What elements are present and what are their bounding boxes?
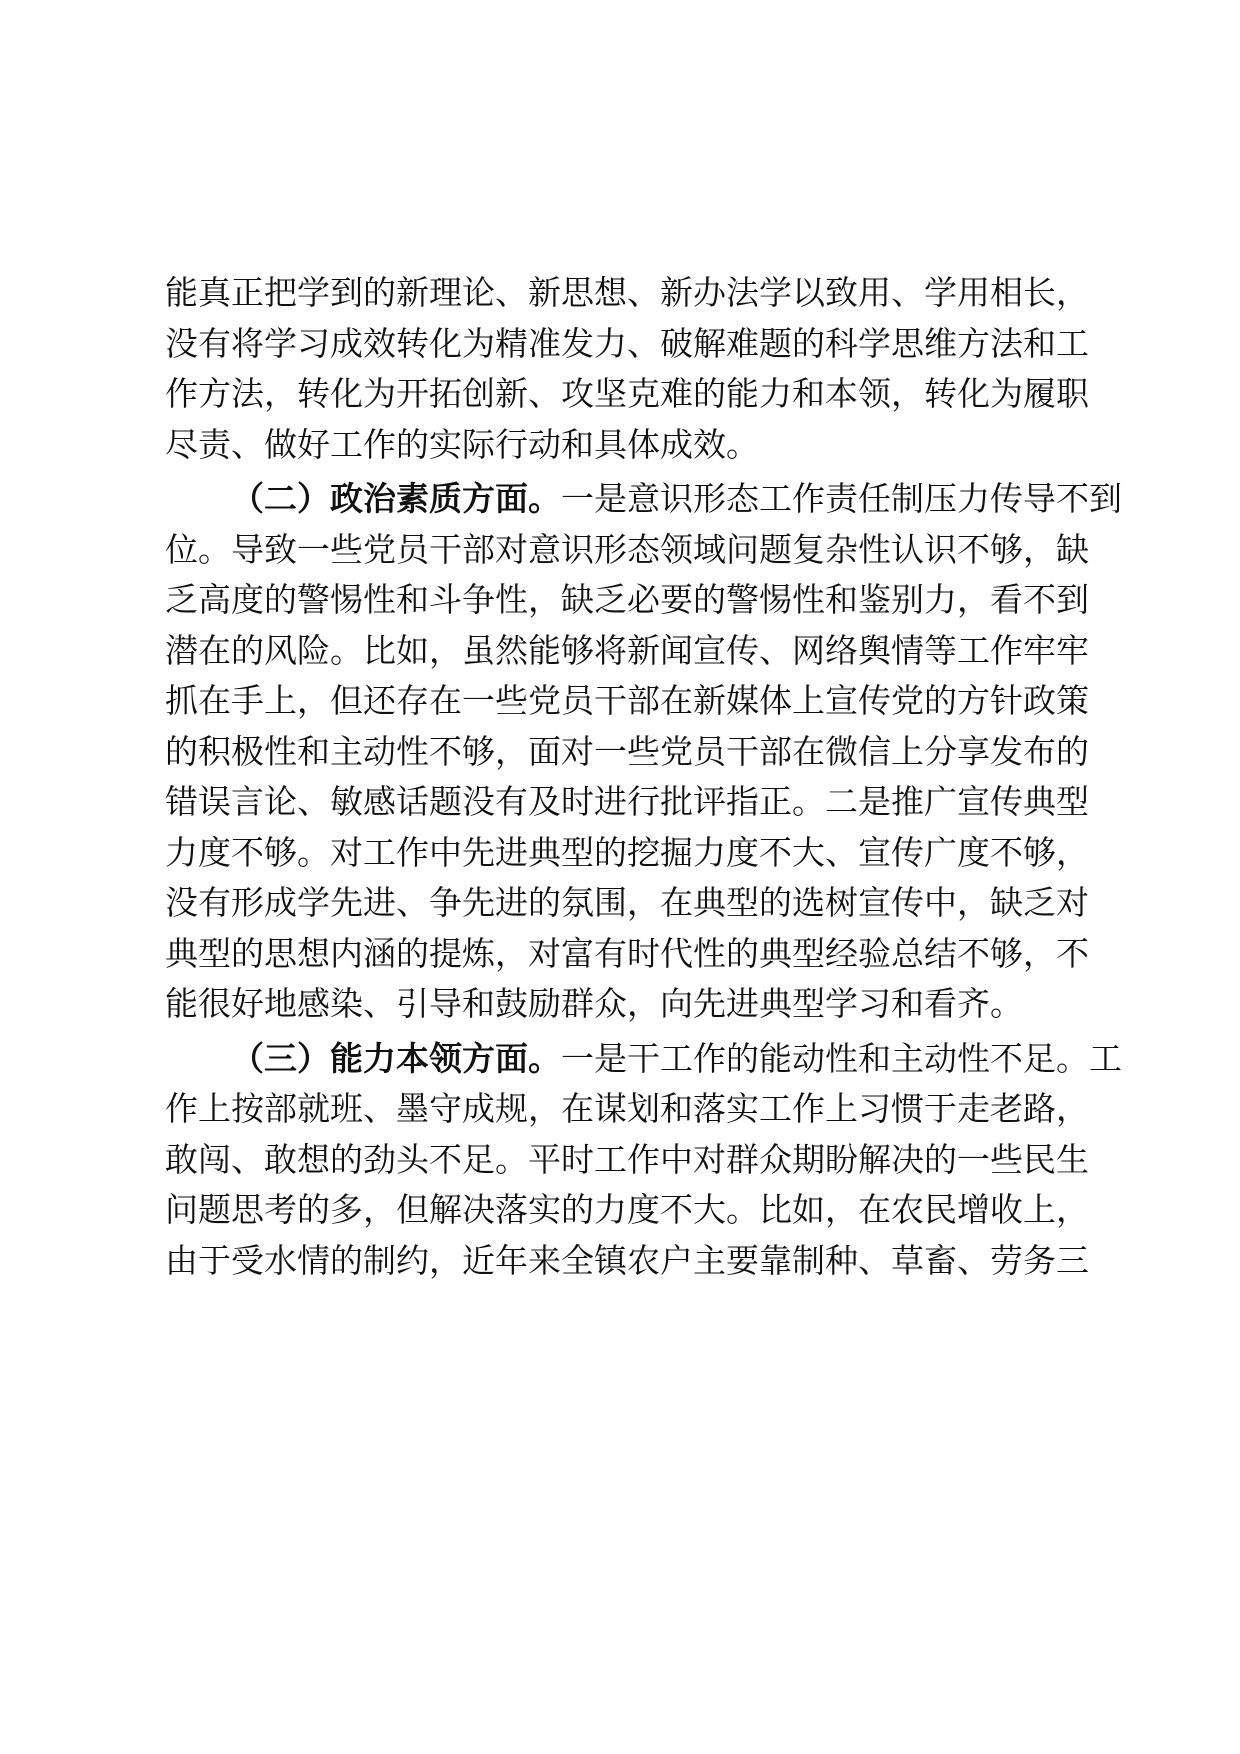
paragraph-first-line bbox=[165, 1034, 1122, 1085]
text-line: 作方法，转化为开拓创新、攻坚克难的能力和本领，转化为履职 bbox=[165, 374, 1089, 413]
text-line: 能很好地感染、引导和鼓励群众，向先进典型学习和看齐。 bbox=[165, 984, 1023, 1023]
document-body bbox=[165, 268, 1122, 1286]
paragraph-2 bbox=[165, 474, 1122, 1030]
text-line: 抓在手上，但还存在一些党员干部在新媒体上宣传党的方针政策 bbox=[165, 681, 1089, 720]
text-line: 作上按部就班、墨守成规，在谋划和落实工作上习惯于走老路， bbox=[165, 1089, 1089, 1128]
text-line: 位。导致一些党员干部对意识形态领域问题复杂性认识不够，缺 bbox=[165, 529, 1089, 569]
text-line: 没有形成学先进、争先进的氛围，在典型的选树宣传中，缺乏对 bbox=[165, 883, 1089, 922]
text-line: 问题思考的多，但解决落实的力度不大。比如，在农民增收上， bbox=[165, 1190, 1089, 1229]
text-line: 乏高度的警惕性和斗争性，缺乏必要的警惕性和鉴别力，看不到 bbox=[165, 580, 1089, 619]
text-line: 的积极性和主动性不够，面对一些党员干部在微信上分享发布的 bbox=[165, 731, 1089, 771]
section-heading-ability: （三）能力本领方面。 bbox=[231, 1038, 561, 1078]
text-run: 一是干工作的能动性和主动性不足。工 bbox=[561, 1038, 1122, 1078]
text-line: 错误言论、敏感话题没有及时进行批评指正。二是推广宣传典型 bbox=[165, 782, 1089, 821]
section-heading-political: （二）政治素质方面。 bbox=[231, 479, 561, 518]
paragraph-1 bbox=[165, 268, 1089, 470]
paragraph-first-line bbox=[165, 474, 1122, 525]
text-line: 力度不够。对工作中先进典型的挖掘力度不大、宣传广度不够， bbox=[165, 832, 1089, 872]
text-line: 由于受水情的制约，近年来全镇农户主要靠制种、草畜、劳务三 bbox=[165, 1240, 1089, 1280]
paragraph-3 bbox=[165, 1034, 1122, 1287]
text-line: 尽责、做好工作的实际行动和具体成效。 bbox=[165, 424, 759, 464]
text-line: 潜在的风险。比如，虽然能够将新闻宣传、网络舆情等工作牢牢 bbox=[165, 630, 1089, 670]
text-line: 敢闯、敢想的劲头不足。平时工作中对群众期盼解决的一些民生 bbox=[165, 1139, 1089, 1179]
text-line: 没有将学习成效转化为精准发力、破解难题的科学思维方法和工 bbox=[165, 323, 1089, 363]
text-line: 能真正把学到的新理论、新思想、新办法学以致用、学用相长， bbox=[165, 273, 1089, 312]
text-line: 典型的思想内涵的提炼，对富有时代性的典型经验总结不够，不 bbox=[165, 933, 1089, 973]
text-run: 一是意识形态工作责任制压力传导不到 bbox=[561, 479, 1122, 518]
